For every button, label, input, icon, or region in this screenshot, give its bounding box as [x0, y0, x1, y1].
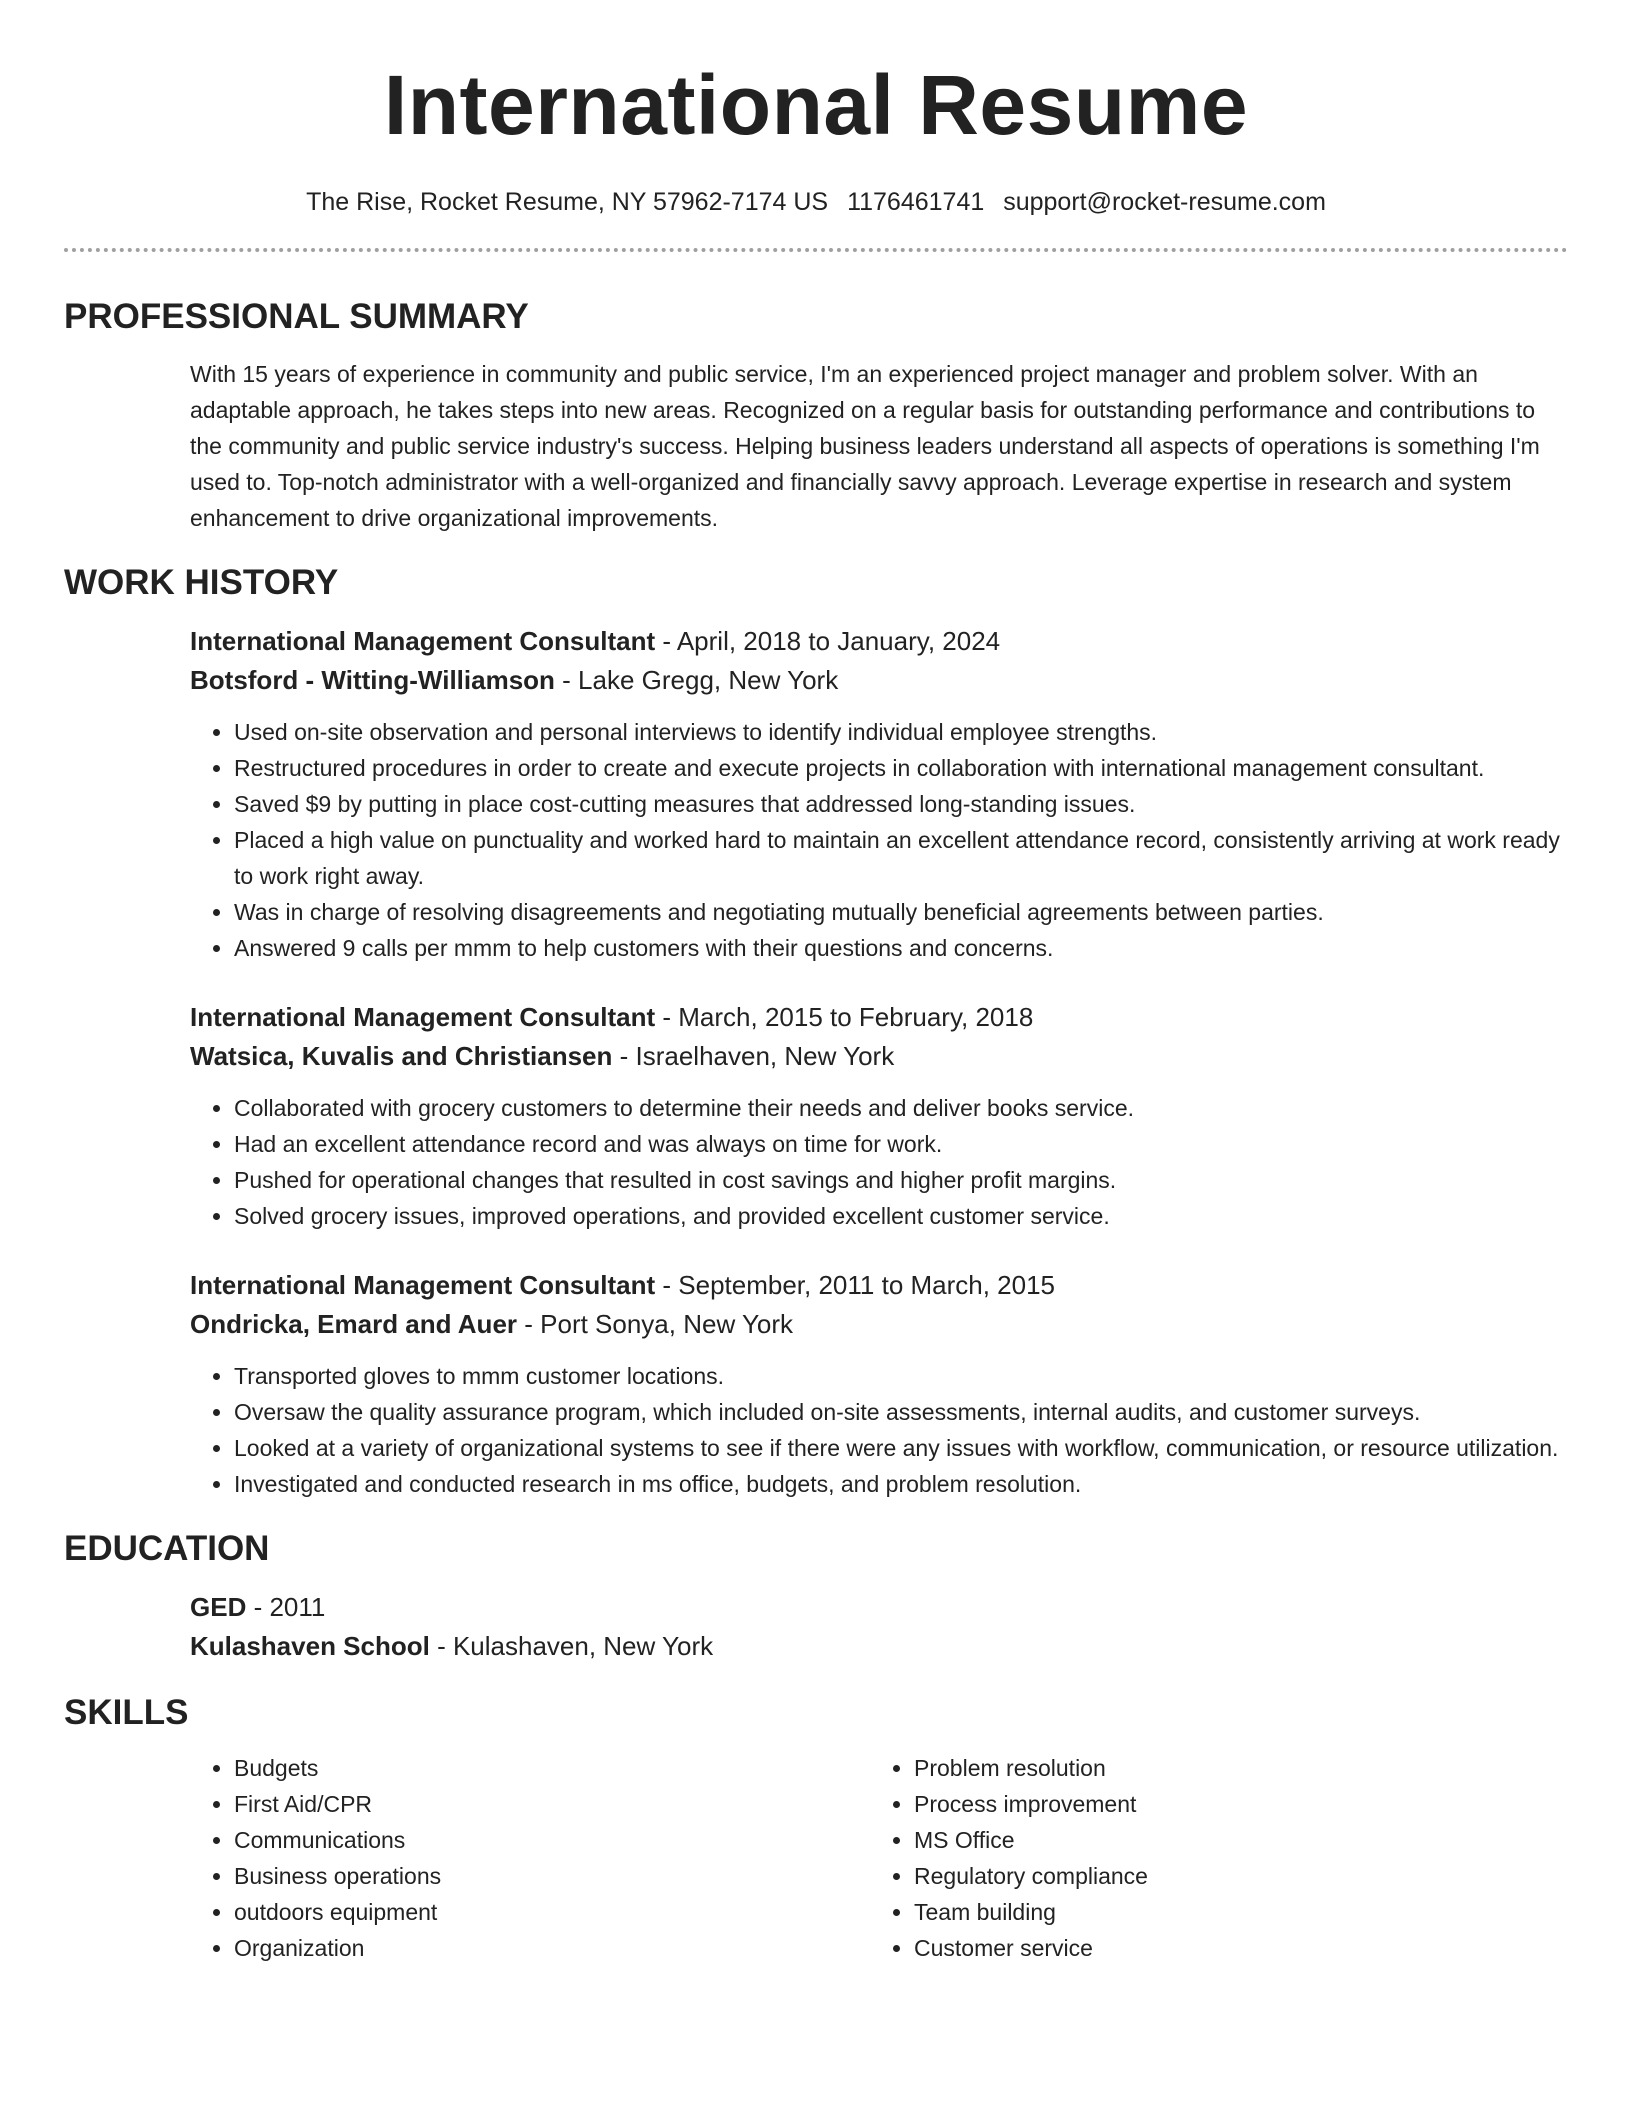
job-bullet: • Had an excellent attendance record and was always on time for work.	[234, 1126, 1568, 1162]
skill-item: • Problem resolution	[914, 1750, 1550, 1786]
job-location: - Israelhaven, New York	[612, 1041, 895, 1071]
header-divider	[64, 248, 1568, 252]
job-company: Ondricka, Emard and Auer	[190, 1309, 518, 1339]
job-company-line	[190, 1305, 1568, 1344]
skill-item: • Budgets	[234, 1750, 870, 1786]
job-bullet: • Transported gloves to mmm customer locations.	[234, 1358, 1568, 1394]
job-role-line	[190, 1266, 1568, 1305]
job-bullet: • Pushed for operational changes that resulted in cost savings and higher profit margins.	[234, 1162, 1568, 1198]
education-title: EDUCATION	[64, 1529, 270, 1568]
summary-text: With 15 years of experience in community and public service, I'm an experienced project manager and problem solver. With an adaptable approach, he takes steps into new areas. Recognized on a regular basis for outstanding performance and contributions to the community and public service industry's success. Helping business leaders understand all aspects of operations is something I'm used to. Top-notch administrator with a well-organized and financially savvy approach. Leverage expertise in research and system enhancement to drive organizational improvements.	[190, 361, 1540, 531]
job-bullet: • Placed a high value on punctuality and worked hard to maintain an excellent attendance record, consistently arriving at work ready to work right away.	[234, 822, 1568, 894]
contact-address: The Rise, Rocket Resume, NY 57962-7174 US	[306, 188, 829, 216]
job-bullet: • Collaborated with grocery customers to determine their needs and deliver books service.	[234, 1090, 1568, 1126]
job-location: - Lake Gregg, New York	[554, 665, 839, 695]
skill-item: • Regulatory compliance	[914, 1858, 1550, 1894]
job-company-line	[190, 661, 1568, 700]
job-bullet: • Looked at a variety of organizational systems to see if there were any issues with workflow, communication, or resource utilization.	[234, 1430, 1568, 1466]
job-entry-2	[190, 998, 1568, 1234]
job-company: Botsford - Witting-Williamson	[190, 665, 555, 695]
resume-name: International Resume	[383, 58, 1249, 152]
skills-grid	[190, 1750, 1568, 1966]
job-role: International Management Consultant	[190, 626, 656, 656]
job-bullet: • Answered 9 calls per mmm to help customers with their questions and concerns.	[234, 930, 1568, 966]
job-bullet: • Solved grocery issues, improved operations, and provided excellent customer service.	[234, 1198, 1568, 1234]
job-role-line	[190, 622, 1568, 661]
job-company: Watsica, Kuvalis and Christiansen	[190, 1041, 613, 1071]
job-dates: - September, 2011 to March, 2015	[655, 1270, 1056, 1300]
job-role: International Management Consultant	[190, 1002, 656, 1032]
contact-line	[64, 186, 1568, 218]
skill-item: • Business operations	[234, 1858, 870, 1894]
job-dates: - April, 2018 to January, 2024	[655, 626, 1001, 656]
skill-item: • Communications	[234, 1822, 870, 1858]
job-company-line	[190, 1037, 1568, 1076]
contact-phone: 1176461741	[847, 188, 985, 216]
job-bullet: • Investigated and conducted research in ms office, budgets, and problem resolution.	[234, 1466, 1568, 1502]
job-role-line	[190, 998, 1568, 1037]
skill-item: • First Aid/CPR	[234, 1786, 870, 1822]
job-bullets	[190, 1358, 1568, 1502]
job-bullets	[190, 714, 1568, 966]
summary-title: PROFESSIONAL SUMMARY	[64, 297, 529, 336]
job-bullet: • Used on-site observation and personal interviews to identify individual employee strengths.	[234, 714, 1568, 750]
job-bullet: • Oversaw the quality assurance program, which included on-site assessments, internal audits, and customer surveys.	[234, 1394, 1568, 1430]
job-dates: - March, 2015 to February, 2018	[655, 1002, 1034, 1032]
skill-item: • Team building	[914, 1894, 1550, 1930]
job-bullet: • Saved $9 by putting in place cost-cutting measures that addressed long-standing issues.	[234, 786, 1568, 822]
job-location: - Port Sonya, New York	[517, 1309, 794, 1339]
job-bullet: • Restructured procedures in order to create and execute projects in collaboration with international management consultant.	[234, 750, 1568, 786]
contact-email: support@rocket-resume.com	[1003, 188, 1326, 216]
skills-title: SKILLS	[64, 1693, 189, 1732]
education-degree: GED	[190, 1592, 247, 1622]
education-school: Kulashaven School	[190, 1631, 430, 1661]
job-entry-1	[190, 622, 1568, 966]
education-school-line	[190, 1627, 1568, 1666]
skills-column-left	[190, 1750, 870, 1966]
job-bullets	[190, 1090, 1568, 1234]
education-degree-line	[190, 1588, 1568, 1627]
work-history-title: WORK HISTORY	[64, 563, 339, 602]
education-location: - Kulashaven, New York	[429, 1631, 714, 1661]
skill-item: • Customer service	[914, 1930, 1550, 1966]
education-entry	[190, 1588, 1568, 1666]
education-year: - 2011	[246, 1592, 326, 1622]
skill-item: • Organization	[234, 1930, 870, 1966]
skill-item: • Process improvement	[914, 1786, 1550, 1822]
job-entry-3	[190, 1266, 1568, 1502]
job-role: International Management Consultant	[190, 1270, 656, 1300]
job-bullet: • Was in charge of resolving disagreements and negotiating mutually beneficial agreements between parties.	[234, 894, 1568, 930]
skill-item: • outdoors equipment	[234, 1894, 870, 1930]
skill-item: • MS Office	[914, 1822, 1550, 1858]
skills-column-right	[870, 1750, 1550, 1966]
